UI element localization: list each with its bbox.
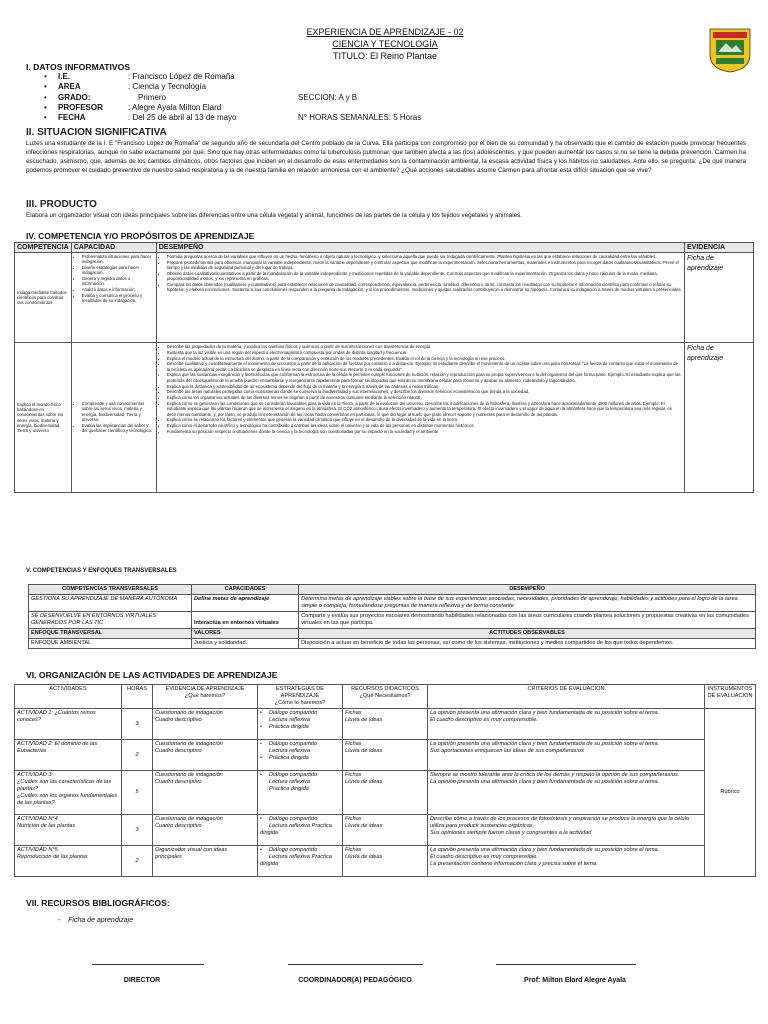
recursos-cell: Fichas Lluvia de ideas: [343, 846, 428, 877]
estrategia-item: [260, 724, 340, 731]
desempeno-list: [159, 344, 682, 434]
section-organizacion-heading: VI. ORGANIZACIÓN DE LAS ACTIVIDADES DE APRENDIZAJE: [26, 670, 278, 680]
document-area: CIENCIA Y TECNOLOGÍA: [332, 39, 438, 49]
col-criterios: CRITERIOS DE EVALUACION: [428, 685, 705, 709]
section-competencia-heading: IV. COMPETENCIA Y/O PROPÓSITOS DE APRENDIZAJE: [26, 231, 255, 241]
table-row: [29, 595, 756, 612]
list-item: • Describe cualitativa y cuantitativamente el movimiento de un cuerpo a partir de la aplicación de fuerzas por contacto o a distancia. Ejemplo: El estudiante describe el movimiento de un ciclista sobre una pista horizontal: "La fuerza de contacto que inicia el movimiento de la bicicleta es aplicada al pedal. La bicicleta se desplaza en línea recta con dirección norte-sur. Recorre 2 m cada segundo".: [167, 361, 682, 372]
estrategias-cell: [258, 771, 343, 815]
estrategia-text: Práctica dirigida: [269, 724, 309, 730]
competencia-cell: Explica el mundo físico basándose en conocimientos sobre los seres vivos, materia y energía, biodiversidad, Tierra y universo: [15, 343, 72, 493]
estrategia-text: Lectura reflexiva: [269, 748, 311, 754]
section-producto-heading: III. PRODUCTO: [26, 199, 97, 210]
horas-cell: 3: [122, 815, 153, 846]
estrategia-item: [260, 748, 340, 755]
estrategia-text: Diálogo compartido: [269, 816, 318, 822]
document-subtitle: TITULO: El Reino Plantae: [332, 51, 438, 61]
list-item: • Analiza datos e información.: [82, 287, 154, 292]
datos-list: • I.E. : Francisco López de Romaña • AREA : Ciencia y Tecnología • GRADO: Primero SECCION: A y B • PROFESOR : Alegre Ayala Milton Elard • FECHA : Del 25 de abril al 13 de mayo N° HORAS SEMANALES: 5 Horas: [44, 72, 422, 123]
list-item: • Fundamenta su posición respecto a situaciones donde la ciencia y la tecnología son cuestionadas por su impacto en la sociedad y el ambiente: [167, 429, 682, 434]
table-row: [15, 815, 756, 846]
estrategia-item: [260, 717, 340, 724]
capacidad-list: [74, 401, 154, 433]
col-evidencia-sub: ¿Qué haremos?: [184, 693, 226, 699]
bullet-icon: •: [260, 847, 262, 853]
instrumento-cell: Rúbrico: [705, 709, 756, 877]
actividad-cell: ACTIVIDAD N°5 Reproducción de las plantas: [15, 846, 122, 877]
signature-line-profesor: [496, 964, 636, 965]
list-item: • Explica cómo los organismos actuales de los diversos reinos se originan a partir de ancestros comunes mediante la selección natural.: [167, 395, 682, 400]
list-item: • Explica cómo se generaron las condiciones que se consideran favorables para la vida en la Tierra, a partir de la evolución del universo. Describe las modificaciones de la hidrosfera, litosfera y atmósfera hace aproximadamente 4500 millones de años. Ejemplo: El estudiante explica que las plantas hicieron que se incremente el oxígeno en la atmósfera. El CO2 atmosférico causa efecto invernadero y aumenta la temperatura. El efecto invernadero y el vapor de agua en la atmósfera hace que la temperatura sea más regular, es decir menos cambiante, y, por tanto, se produjo la meteorización de las rocas hasta convertirlas en partículas, lo que dio lugar al suelo que pudo ofrecer soporte y nutrientes para el desarrollo de las plantas.: [167, 401, 682, 417]
criterios-cell: [428, 740, 705, 771]
bullet-icon: •: [260, 755, 262, 761]
estrategia-text: Lectura reflexiva: [269, 779, 311, 785]
col-evidencia: [153, 685, 258, 709]
evidencia-cell: Ficha de aprendizaje: [685, 253, 754, 343]
criterio-item: La opinión presenta una afirmación clara y bien fundamentada de su posición sobre el tema.: [430, 847, 660, 853]
col-estrategias-title: ESTRATEGIAS DE APRENDIZAJE: [275, 686, 325, 699]
table-row: [15, 740, 756, 771]
list-item: • Evalúa y comunica el proceso y resultados de su indagación.: [82, 293, 154, 304]
estrategia-text: Práctica dirigida: [269, 755, 309, 761]
table-row: [15, 709, 756, 740]
section-transversales-heading: V. COMPETENCIAS Y ENFOQUES TRANSVERSALES: [26, 568, 177, 574]
col-capacidades: CAPACIDADES: [192, 585, 299, 595]
recursos-cell: Fichas Lluvia de ideas: [343, 709, 428, 740]
list-item: • Genera y registra datos o información.: [82, 276, 154, 287]
estrategia-item: [260, 755, 340, 762]
list-item: • Describe las propiedades de la materia, y explica los cambios físicos y químicos a partir de sus interacciones con transferencia de energía.: [167, 344, 682, 349]
competencia-table: [14, 242, 754, 493]
col-recursos-sub: ¿Qué Necesitamos?: [359, 693, 411, 699]
col-actividades: ACTIVIDADES: [15, 685, 122, 709]
evidencia-cell: Cuestionario de indagación Cuadro descriptivo: [153, 709, 258, 740]
estrategia-text: Diálogo compartido: [269, 847, 318, 853]
estrategia-text: Lectura reflexiva: [269, 717, 311, 723]
criterios-cell: [428, 815, 705, 846]
col-recursos-title: RECURSOS DIDACTICOS: [351, 686, 419, 692]
list-item: • Formula preguntas acerca de las variables que influyen en un hecho, fenómeno u objeto natural o tecnológico, y selecciona aquella que puede ser Indagada científicamente. Plantea hipótesis en las que establece relaciones de causalidad entre las variables.: [167, 254, 682, 259]
actividad-cell: ACTIVIDAD 3: ¿Cuáles son las características de las plantas? ¿Cuáles son los órganos fundamentales de las plantas?: [15, 771, 122, 815]
list-item: • Sustenta que la luz visible es una región del espectro electromagnético compuesta por ondas de distinta longitud y frecuencia.: [167, 350, 682, 355]
datos-extra: SECCION: A y B: [298, 92, 358, 102]
table-row: [15, 253, 754, 343]
col-competencias-transversales: COMPETENCIAS TRANSVERSALES: [29, 585, 192, 595]
list-item: • Evalúa las implicancias del saber y del quehacer científico y tecnológico.: [82, 423, 154, 434]
list-item: • Explica que la dinámica y sostenibilidad de un ecosistema depende del flujo de la materia y la energía a través de las cadenas o redes tróficas.: [167, 384, 682, 389]
list-item: • Problematiza situaciones para hacer indagación.: [82, 254, 154, 265]
desempeno-cell: Determina metas de aprendizaje viables sobre la base de sus experiencias asociadas, necesidades, prioridades de aprendizaje, habilidades y actitudes para el logro de la tarea simple o compleja, formulándose preguntas de manera reflexiva y de forma constante: [299, 595, 756, 612]
datos-value: : Ciencia y Tecnología: [128, 82, 207, 92]
col-evidencia-title: EVIDENCIA DE APRENDIZAJE: [165, 686, 245, 692]
estrategia-text: Lectura reflexiva Practica dirigida: [260, 823, 332, 836]
estrategia-item: [260, 854, 340, 868]
datos-value: : Alegre Ayala Milton Elard: [128, 102, 222, 112]
list-item: • Explica cómo se relacionan los factores y elementos que generan la variedad climática que influye en el desarrollo de la diversidad de la vida en la tierra.: [167, 417, 682, 422]
actividad-cell: ACTIVIDAD 1: ¿Cuántos reinos conoces?: [15, 709, 122, 740]
col-capacidad: CAPACIDAD: [71, 243, 156, 253]
col-valores: VALORES: [192, 629, 299, 639]
table-row: [15, 771, 756, 815]
enfoque-cell: ENFOQUE AMBIENTAL: [29, 639, 192, 649]
list-item: • Explica cómo el desarrollo científico y tecnológico ha contribuido a cambiar las ideas sobre el universo y la vida de las personas en distintos momentos históricos.: [167, 423, 682, 428]
desempeno-list: [159, 254, 682, 293]
table-row: [29, 612, 756, 629]
signature-line-director: [92, 964, 204, 965]
actitudes-cell: Disposición a actuar en beneficio de todas las personas, así como de los sistemas, instituciones y medios compartidos de los que todos dependemos.: [299, 639, 756, 649]
list-item: • Explica el modelo actual de la estructura del átomo, a partir de la comparación y evolución de los modelos precedentes. Evalúa el rol de la ciencia y la tecnología en ese proceso.: [167, 356, 682, 361]
valores-cell: Justicia y solidaridad.: [192, 639, 299, 649]
recursos-cell: Fichas Lluvia de ideas: [343, 740, 428, 771]
estrategia-text: Practica dirigida: [269, 786, 309, 792]
col-estrategias: [258, 685, 343, 709]
estrategia-text: Diálogo compartido: [269, 741, 318, 747]
actividad-cell: ACTIVIDAD N°4 Nutrición de las plantas: [15, 815, 122, 846]
desempeno-cell: [156, 253, 684, 343]
estrategia-text: Lectura reflexiva Practica dirigida: [260, 854, 332, 867]
capacidad-cell: [71, 343, 156, 493]
criterios-cell: [428, 846, 705, 877]
estrategia-text: Diálogo compartido: [269, 710, 318, 716]
evidencia-cell: Cuestionario de indagación Cuadro descriptivo: [153, 740, 258, 771]
competencia-cell: Indaga mediante métodos científicos para construir sus conocimientos: [15, 253, 72, 343]
capacidad-cell: [71, 253, 156, 343]
list-item: • Comprende y usa conocimientos sobre los seres vivos, materia y energía, biodiversidad, Tierra y universo.: [82, 401, 154, 422]
capacidad-cell: Interactúa en entornos virtuales: [192, 612, 299, 629]
list-item: • Diseña estrategias para hacer indagación.: [82, 265, 154, 276]
evidencia-cell: Organizador visual con ideas principales: [153, 846, 258, 877]
desempeno-cell: [156, 343, 684, 493]
datos-value: : Francisco López de Romaña: [128, 72, 235, 81]
transversales-table: [28, 584, 756, 649]
criterios-cell: [428, 709, 705, 740]
bullet-icon: •: [260, 741, 262, 747]
datos-label: AREA: [58, 82, 81, 92]
estrategia-item: [260, 710, 340, 717]
evidencia-cell: Cuestionario de indagación Cuadro descriptivo: [153, 771, 258, 815]
situacion-text: Luzes una estudiante de la I. E "Francisco López de Romaña" de segundo año de secundaria del Centro poblado de la Curva. Ella participa con compromiso por el bien de su comunidad y ha observado que el cambio de estación puede provocar frecuentes infecciones respiratorias, aunque no sabe exactamente por qué. Sino que hay otras enfermedades como la tuberculosis pulmonar, que también afecta a las (los) adolescentes, y que pueden aumentar los casos si no se tiene la debida prevención. Carmen ha escuchado, asimismo, que, además de los cambios climáticos, otros factores que inciden en el desarrollo de esas enfermedades son la contaminación ambiental, la escasa actividad física y los hábitos no saludables. Ante ello, se pregunta: ¿De qué manera podemos promover el cuidado preventivo de nuestro salud respiratoria y la de nuestra familia en relación armoniosa con el ambiente? ¿Qué acciones saludables asume Carmen para afrontar esta difícil situación que se vive?: [26, 140, 746, 174]
estrategia-item: [260, 786, 340, 793]
estrategia-item: [260, 741, 340, 748]
criterio-item: La presentación contiene información clara y precisa sobre el tema.: [430, 861, 598, 867]
horas-cell: 2: [122, 740, 153, 771]
signature-profesor: Prof: Milton Elard Alegre Ayala: [524, 977, 626, 984]
col-competencia: COMPETENCIA: [15, 243, 72, 253]
horas-cell: 5: [122, 771, 153, 815]
estrategia-item: [260, 772, 340, 779]
criterio-item: El cuadro descriptivo es muy comprensible.: [430, 717, 538, 723]
signature-line-coordinador: [288, 964, 423, 965]
datos-value: Primero: [138, 92, 167, 102]
criterio-item: Describe cómo a través de los procesos de fotosíntesis y respiración se produce la energía que la célula utiliza para producir sustancias orgánicas.: [430, 816, 690, 829]
recursos-cell: Fichas Lluvia de ideas: [343, 771, 428, 815]
bibliografia-item-text: Ficha de aprendizaje: [68, 917, 134, 924]
desempeno-cell: Comparte y evalúa sus proyectos escolares demostrando habilidades relacionadas con las áreas curriculares cuando plantea soluciones y propuestas creativas en las comunidades virtuales en las que participa.: [299, 612, 756, 629]
horas-cell: 2: [122, 846, 153, 877]
evidencia-cell: Cuestionario de indagación Cuadro descriptivo: [153, 815, 258, 846]
list-item: • Explica que las sustancias inorgánicas y biomoléculas que conforman la estructura de la célula le permiten cumplir funciones de nutrición, relación y reproducción para su propia supervivencia o la del organismo del que forma parte. Ejemplo: El estudiante explica que las proteínas del citoesqueleto de la ameba pueden ensamblarse y reorganizarse rápidamente para formar seudópodos que estiran su membrana celular para moverse y atrapar su alimento, rodeándolo y fagocitándolo.: [167, 372, 682, 383]
criterio-item: Siempre se mostró tolerante ante la crítica de los demás y respetó la opinión de sus compañeras/os.: [430, 772, 680, 778]
document-title: EXPERIENCIA DE APRENDIZAJE - 02: [306, 27, 464, 37]
organizacion-table: [14, 684, 756, 877]
col-instrumentos: INSTRUMENTOS DE EVALUACION: [705, 685, 756, 709]
table-row: [29, 639, 756, 649]
evidencia-cell: Ficha de aprendizaje: [685, 343, 754, 493]
recursos-cell: Fichas Lluvia de ideas: [343, 815, 428, 846]
bullet-icon: •: [260, 772, 262, 778]
producto-text: Elabora un organizador visual con ideas principales sobre las diferencias entre una célula vegetal y animal, funciones de las partes de la célula y los tejidos vegetales y animales.: [26, 212, 522, 219]
col-desempeno: DESEMPEÑO: [156, 243, 684, 253]
datos-extra: N° HORAS SEMANALES: 5 Horas: [298, 113, 422, 123]
estrategias-cell: [258, 709, 343, 740]
school-shield-logo: [708, 27, 752, 73]
estrategias-cell: [258, 740, 343, 771]
datos-label: GRADO:: [58, 92, 91, 102]
section-bibliografia-heading: VII. RECURSOS BIBLIOGRÁFICOS:: [26, 898, 170, 908]
datos-label: I.E.: [58, 72, 71, 81]
col-actitudes: ACTITUDES OBSERVABLES: [299, 629, 756, 639]
bullet-icon: •: [260, 724, 262, 730]
col-evidencia: EVIDENCIA: [685, 243, 754, 253]
capacidad-cell: Define metas de aprendizaje: [192, 595, 299, 612]
table-row: [15, 343, 754, 493]
estrategia-item: [260, 816, 340, 823]
estrategia-item: [260, 823, 340, 837]
table-row: [15, 846, 756, 877]
competencia-transversal-cell: SE DESENVUELVE EN ENTORNOS VIRTUALES GENERADOS POR LAS TIC: [29, 612, 192, 629]
signature-coordinador: COORDINADOR(A) PEDAGÓGICO: [298, 977, 412, 984]
col-recursos: [343, 685, 428, 709]
bibliografia-item: - Ficha de aprendizaje: [58, 917, 134, 924]
estrategias-cell: [258, 815, 343, 846]
estrategia-text: Diálogo compartido: [269, 772, 318, 778]
criterio-item: Sus aportaciones enriquecen las ideas de sus compañeras/os: [430, 748, 584, 754]
list-item: • Propone procedimientos para observar, manipular la variable independiente, medir la variable dependiente y controlar aspectos que modifican la experimentación. Selecciona herramientas, materiales e instrumentos para recoger datos cualitativos/cuantitativos. Prevé el tiempo y las medidas de seguridad personal y del lugar de trabajo.: [167, 260, 682, 271]
signature-director: DIRECTOR: [123, 977, 161, 984]
estrategia-item: [260, 779, 340, 786]
col-horas: HORAS: [122, 685, 153, 709]
list-item: • Obtiene datos cualitativos/cuantitativos a partir de la manipulación de la variable independiente y mediciones repetidas de la variable dependiente. Controla aspectos que modifican la experimentación. Organiza los datos y hace cálculos de la moda, mediana, proporcionalidad u otros, y los representa en gráficas.: [167, 271, 682, 282]
actividad-cell: ACTIVIDAD 2: El dominio de las Eubacterias: [15, 740, 122, 771]
datos-label: PROFESOR: [58, 102, 103, 112]
criterio-item: La opinión presenta una afirmación clara y bien fundamentada de su posición sobre el tema.: [430, 710, 660, 716]
criterio-item: La opinión presenta una afirmación clara y bien fundamentada de su posición sobre el tema.: [430, 741, 660, 747]
competencia-transversal-cell: GESTIONA SU APRENDIZAJE DE MANERA AUTÓNOMA: [29, 595, 192, 612]
datos-value: : Del 25 de abril al 13 de mayo: [128, 113, 237, 123]
col-enfoque-transversal: ENFOQUE TRANSVERSAL: [29, 629, 192, 639]
list-item: • Compara los datos obtenidos (cualitativos y cuantitativos) para establecer relaciones de causalidad, correspondencia, equivalencia, pertenencia, similitud, diferencia u otros; contrasta los resultados con su hipótesis e información científica para confirmar o refutar su hipótesis, y elabora conclusiones. Sustenta si sus conclusiones responden a la pregunta de Indagación, y si los procedimientos, mediciones y ajustes realizados contribuyeron a demostrar su hipótesis. Comunica su indagación a través de medios virtuales o presenciales.: [167, 282, 682, 293]
criterio-item: La opinión presenta una afirmación clara y bien fundamentada de su posición sobre el tema.: [430, 779, 660, 785]
criterios-cell: [428, 771, 705, 815]
estrategias-cell: [258, 846, 343, 877]
list-item: • Describe las áreas naturales protegidas como ecosistemas donde se conserva la biodiversidad y sus interrelaciones, y describe los diversos servicios ecosistémicos que brinda a la sociedad.: [167, 389, 682, 394]
criterio-item: El cuadro descriptivo es muy comprensible.: [430, 854, 538, 860]
horas-cell: 3: [122, 709, 153, 740]
criterio-item: Sus opiniones siempre fueron claras y congruentes a la actividad: [430, 830, 592, 836]
section-datos-heading: I. DATOS INFORMATIVOS: [26, 62, 131, 72]
capacidad-list: [74, 254, 154, 304]
bullet-icon: •: [260, 710, 262, 716]
col-estrategias-sub: ¿Cómo lo haremos?: [274, 700, 326, 706]
datos-label: FECHA: [58, 113, 86, 123]
estrategia-item: [260, 847, 340, 854]
col-desempeno: DESEMPEÑO: [299, 585, 756, 595]
section-situacion-heading: II. SITUACION SIGNIFICATIVA: [26, 127, 167, 138]
bullet-icon: •: [260, 816, 262, 822]
